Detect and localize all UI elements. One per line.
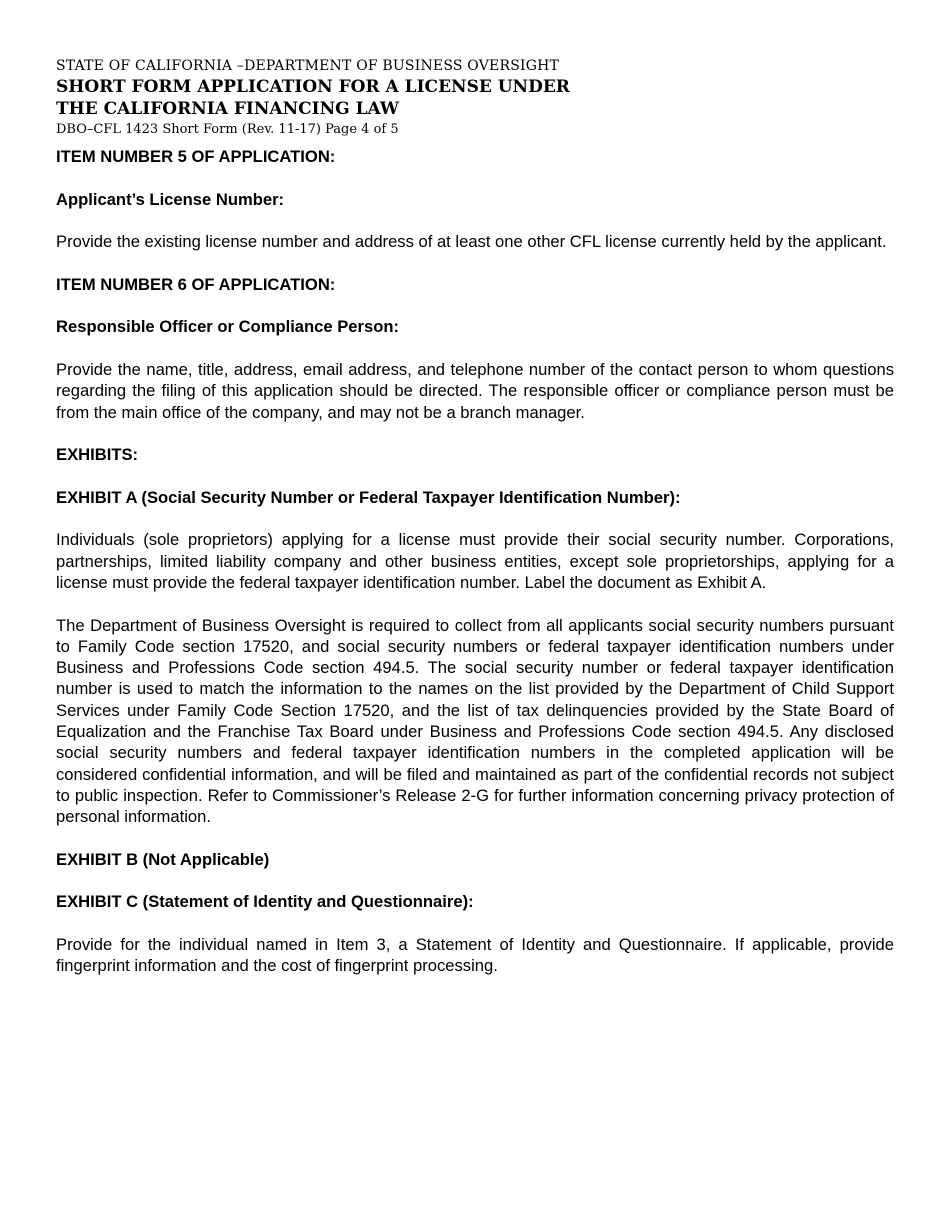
- exhibits-heading: EXHIBITS:: [56, 445, 139, 465]
- exhibit-c-heading: EXHIBIT C (Statement of Identity and Questionnaire):: [56, 892, 474, 912]
- item5-heading: ITEM NUMBER 5 OF APPLICATION:: [56, 147, 336, 166]
- officer-subheading: Responsible Officer or Compliance Person:: [56, 317, 400, 337]
- form-title-line2: THE CALIFORNIA FINANCING LAW: [56, 99, 399, 119]
- item6-heading: ITEM NUMBER 6 OF APPLICATION:: [56, 274, 336, 294]
- exhibit-b-heading: EXHIBIT B (Not Applicable): [56, 849, 270, 869]
- exhibit-c-text: Provide for the individual named in Item 3, a Statement of Identity and Questionnaire. If applicable, provide fingerprint information and the cost of fingerprint processing.: [56, 934, 894, 976]
- agency-line: STATE OF CALIFORNIA –DEPARTMENT OF BUSINESS OVERSIGHT: [56, 58, 560, 74]
- form-title-line1: SHORT FORM APPLICATION FOR A LICENSE UNDER: [56, 77, 570, 97]
- exhibit-a-text-2: The Department of Business Oversight is required to collect from all applicants social security numbers pursuant to Family Code section 17520, and social security numbers or federal taxpayer identification numbers under Business and Professions Code section 494.5. The social security number or federal taxpayer identification number is used to match the information to the names on the list provided by the Department of Child Support Services under Family Code Section 17520, and the list of tax delinquencies provided by the State Board of Equalization and the Franchise Tax Board under Business and Professions Code section 494.5. Any disclosed social security numbers and federal taxpayer identification numbers in the completed application will be considered confidential information, and will be filed and maintained as part of the confidential records not subject to public inspection. Refer to Commissioner’s Release 2-G for further information concerning privacy protection of personal information.: [56, 615, 894, 827]
- exhibit-a-text-1: Individuals (sole proprietors) applying for a license must provide their social security number. Corporations, partnerships, limited liability company and other business entities, except sole proprietorships, applying for a license must provide the federal taxpayer identification number. Label the document as Exhibit A.: [56, 530, 894, 592]
- form-info: DBO–CFL 1423 Short Form (Rev. 11-17) Page 4 of 5: [56, 122, 399, 137]
- license-subheading: Applicant’s License Number:: [56, 189, 285, 209]
- document-header: [56, 56, 894, 140]
- officer-text: Provide the name, title, address, email address, and telephone number of the contact person to whom questions regarding the filing of this application should be directed. The responsible officer or compliance person must be from the main office of the company, and may not be a branch manager.: [56, 359, 894, 422]
- exhibit-a-heading: EXHIBIT A (Social Security Number or Federal Taxpayer Identification Number):: [56, 487, 681, 507]
- license-text: Provide the existing license number and address of at least one other CFL license currently held by the applicant.: [56, 232, 887, 252]
- document-page: [56, 56, 894, 998]
